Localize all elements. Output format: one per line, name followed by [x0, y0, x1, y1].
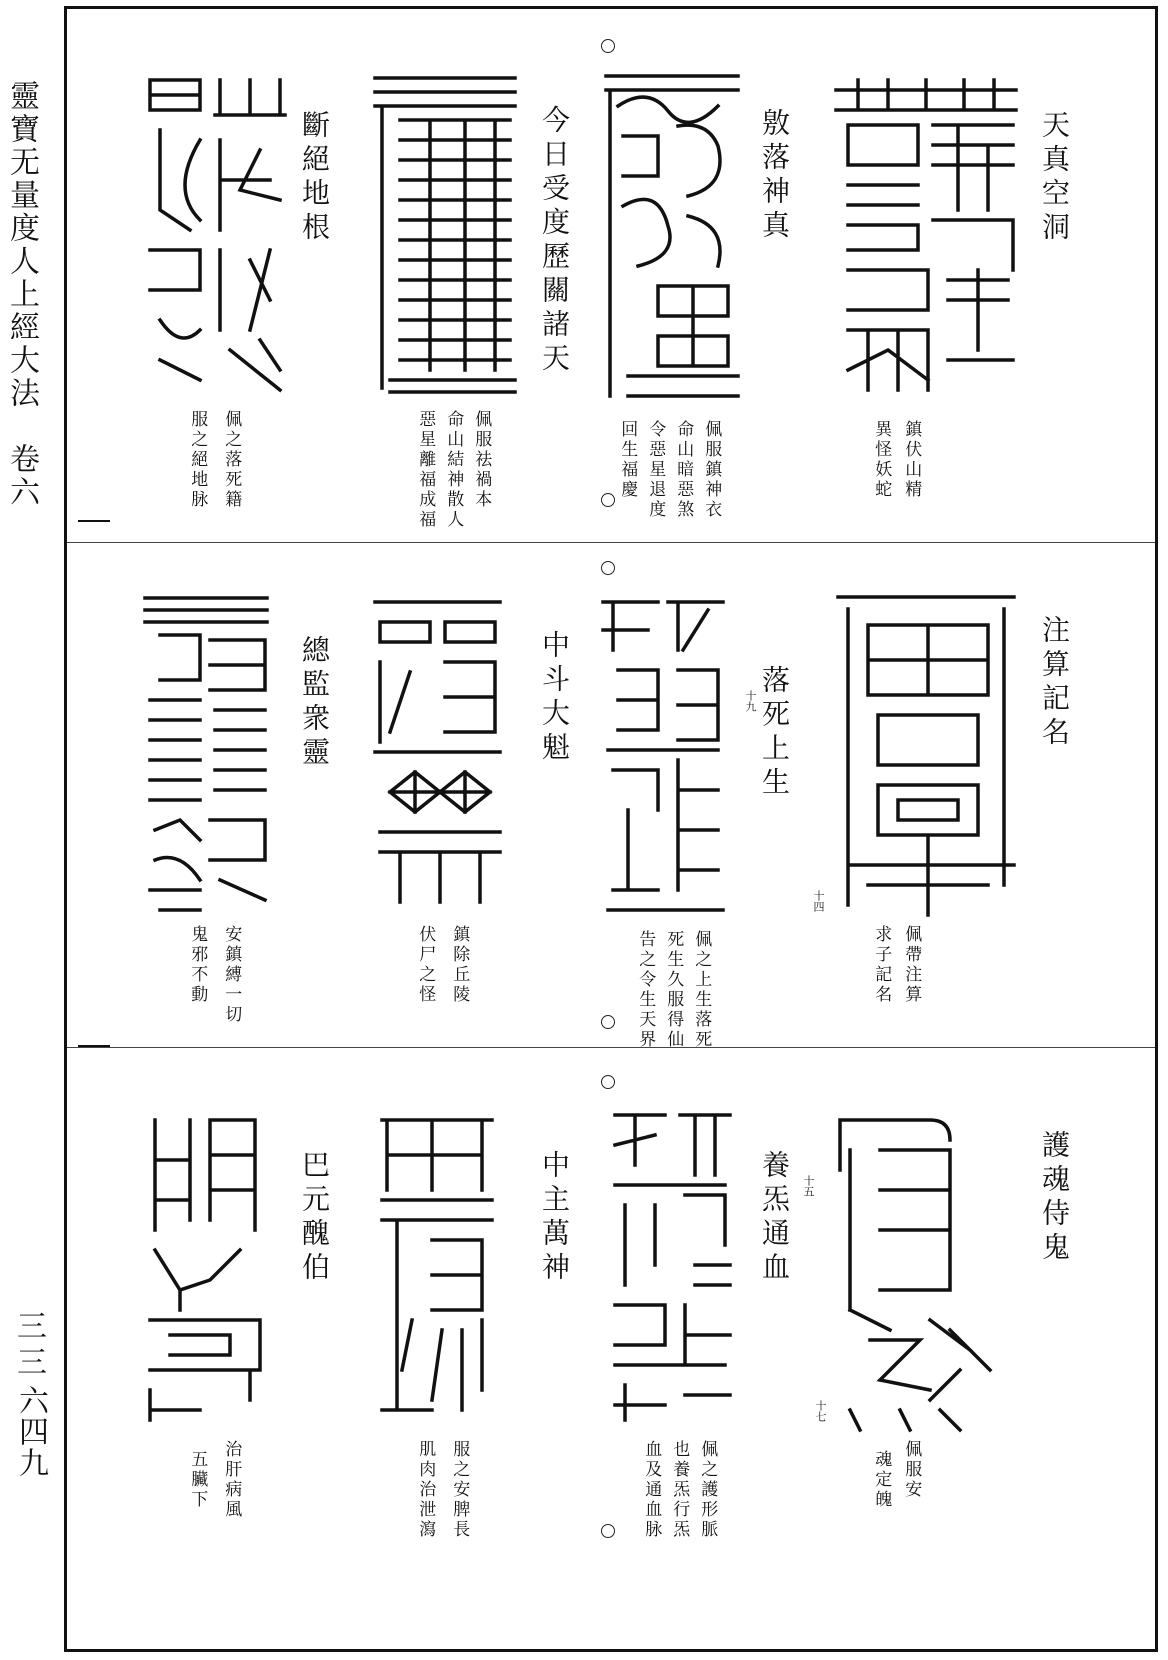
- talisman-title: 總監衆靈: [298, 635, 331, 771]
- binding-hole: [601, 39, 615, 53]
- talisman-note: 佩服安: [901, 1440, 922, 1500]
- talisman-note: 佩帶注算: [901, 925, 922, 1005]
- talisman-title: 敫落神真: [758, 108, 791, 244]
- talisman-seal: [828, 585, 1024, 920]
- binding-hole: [601, 561, 615, 575]
- margin-title: 靈寶无量度人上經大法 卷六: [4, 80, 39, 509]
- talisman-note: 求子記名: [871, 925, 892, 1005]
- talisman-note: 治肝病風: [221, 1440, 242, 1520]
- talisman-note: 告之令生天界: [635, 930, 656, 1050]
- talisman-title: 中斗大魁: [538, 630, 571, 766]
- talisman-note: 也養炁行炁: [669, 1440, 690, 1540]
- talisman-note: 鬼邪不動: [187, 925, 208, 1005]
- binding-hole: [601, 1015, 615, 1029]
- talisman-note: 安鎮縛一切: [221, 925, 242, 1025]
- talisman-index: 十五: [802, 1175, 815, 1197]
- talisman-note: 命山暗惡煞: [673, 420, 694, 520]
- talisman-note: 異怪妖蛇: [871, 420, 892, 500]
- talisman-note: 服之安脾長: [449, 1440, 470, 1540]
- talisman-seal: [140, 1110, 270, 1430]
- talisman-note: 命山結神散人: [443, 410, 464, 530]
- talisman-note: 魂定魄: [871, 1450, 892, 1510]
- talisman-index: 十四: [812, 890, 825, 912]
- binding-hole: [601, 1524, 615, 1538]
- talisman-seal: [598, 66, 746, 406]
- talisman-seal: [830, 1110, 1000, 1440]
- talisman-note: 鎮伏山精: [901, 420, 922, 500]
- talisman-seal: [372, 1110, 502, 1430]
- talisman-title: 巴元醜伯: [298, 1150, 331, 1286]
- talisman-seal: [370, 70, 520, 398]
- talisman-title: 注算記名: [1038, 615, 1071, 751]
- talisman-seal: [605, 1105, 735, 1425]
- talisman-title: 養炁通血: [758, 1150, 791, 1286]
- talisman-title: 天真空洞: [1038, 110, 1071, 246]
- binding-hole: [601, 493, 615, 507]
- row-divider: [67, 1047, 1155, 1048]
- talisman-note: 服之絕地脉: [187, 410, 208, 510]
- talisman-note: 回生福慶: [617, 420, 638, 500]
- talisman-note: 惡星離福成福: [415, 410, 436, 530]
- talisman-title: 中主萬神: [538, 1150, 571, 1286]
- talisman-seal: [828, 70, 1024, 400]
- talisman-seal: [140, 590, 272, 920]
- talisman-title: 落死上生: [758, 665, 791, 801]
- talisman-title: 護魂侍鬼: [1038, 1130, 1071, 1266]
- talisman-seal: [140, 70, 290, 398]
- row-divider: [67, 542, 1155, 543]
- talisman-title: 斷絕地根: [298, 110, 331, 246]
- talisman-seal: [598, 590, 728, 920]
- talisman-note: 肌肉治泄瀉: [415, 1440, 436, 1540]
- talisman-note: 令惡星退度: [645, 420, 666, 520]
- margin-folio: 三三: [11, 1310, 46, 1382]
- binding-hole: [601, 1075, 615, 1089]
- talisman-note: 鎮除丘陵: [449, 925, 470, 1005]
- talisman-seal: [370, 592, 505, 917]
- talisman-note: 死生久服得仙: [663, 930, 684, 1050]
- talisman-title: 今日受度歷關諸天: [538, 105, 571, 377]
- talisman-note: 佩服祛禍本: [471, 410, 492, 510]
- talisman-note: 佩服鎮神衣: [701, 420, 722, 520]
- talisman-index: 十九: [744, 690, 757, 712]
- talisman-note: 佩之落死籍: [221, 410, 242, 510]
- talisman-note: 血及通血脉: [641, 1440, 662, 1540]
- talisman-index: 十七: [814, 1400, 827, 1422]
- talisman-note: 五臟下: [187, 1450, 208, 1510]
- margin-page-number: 六四九: [13, 1385, 48, 1478]
- talisman-note: 伏尸之怪: [415, 925, 436, 1005]
- talisman-note: 佩之護形脈: [697, 1440, 718, 1540]
- talisman-note: 佩之上生落死: [691, 930, 712, 1050]
